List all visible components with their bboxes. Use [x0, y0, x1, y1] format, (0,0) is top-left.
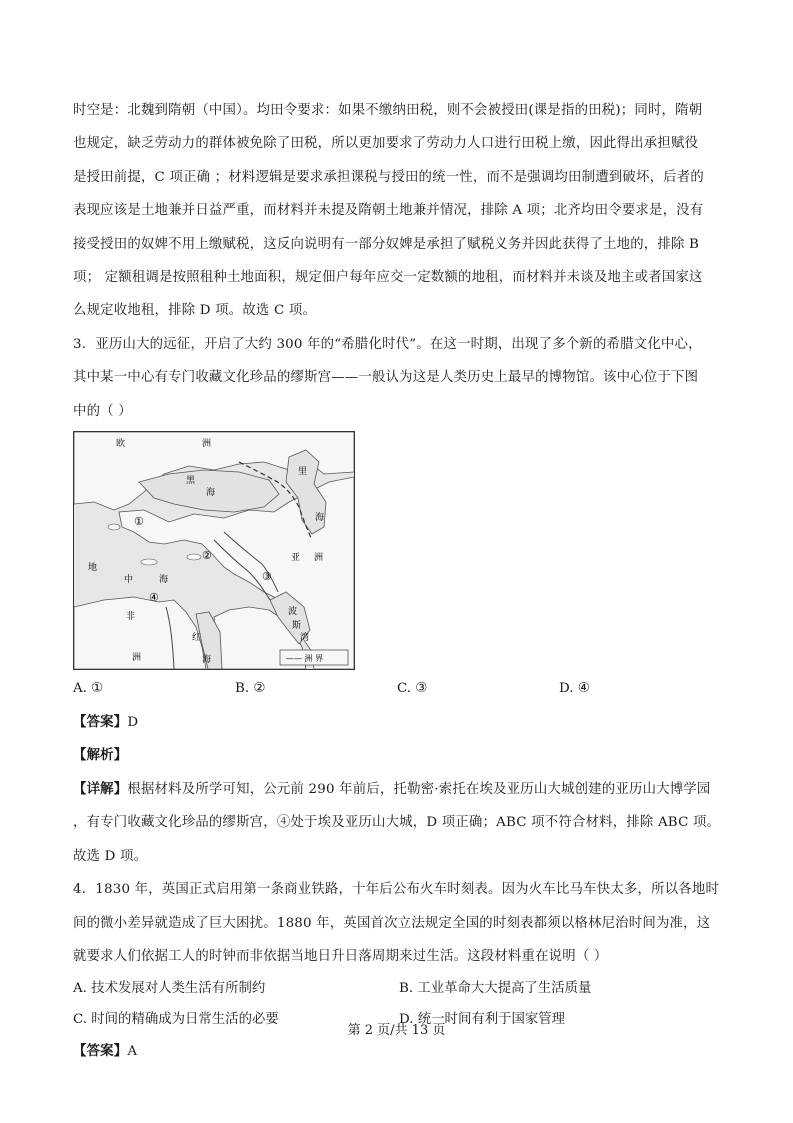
island-cyprus: [187, 554, 201, 560]
hellenistic-map: [73, 431, 355, 670]
map-marker-3: ③: [262, 570, 272, 584]
map-marker-2: ②: [202, 549, 212, 563]
map-label-fei: 非: [126, 612, 136, 623]
map-label-hei: 黑: [186, 476, 196, 487]
option-d: D. ④: [559, 681, 590, 697]
map-label-si: 斯: [292, 621, 302, 632]
analysis-label: 【解析】: [73, 747, 128, 764]
q3-detail-line: ，有专门收藏文化珍品的缪斯宫，④处于埃及亚历山大城，D 项正确；ABC 项不符合材料，排除 ABC 项。: [73, 815, 721, 831]
q3-options: [73, 672, 723, 706]
explanation-line: 是授田前提，C 项正确 ；材料逻辑是要求承担课税与授田的统一性，而不是强调均田制遭到破坏，后者的: [73, 169, 704, 185]
q4-answer: [73, 1035, 723, 1068]
explanation-line: 接受授田的奴婢不用上缴赋税，这反向说明有一部分奴婢是承担了赋税义务并因此获得了土地的，排除 B: [73, 236, 700, 252]
question-text-line: 4．1830 年，英国正式启用第一条商业铁路，十年后公布火车时刻表。因为火车比马车快太多，所以各地时: [73, 882, 720, 898]
map-label-hong: 红: [192, 633, 202, 644]
explanation-line: 项； 定额租调是按照租种土地面积，规定佃户每年应交一定数额的地租，而材料并未谈及地主或者国家这: [73, 270, 703, 286]
map-label-hai-red: 海: [202, 655, 212, 666]
answer-label: 【答案】: [73, 714, 128, 731]
map-marker-4: ④: [149, 591, 159, 605]
q3-detail-line: [73, 773, 723, 806]
island-crete: [141, 559, 157, 565]
map-label-zhou-top: 洲: [202, 439, 212, 450]
question-text-line: 其中某一中心有专门收藏文化珍品的缪斯宫——一般认为这是人类历史上最早的博物馆。该中心位于下图: [73, 370, 699, 386]
map-label-li: 里: [298, 467, 308, 478]
q3-detail-line: 故选 D 项。: [73, 848, 148, 864]
map-label-bo: 波: [288, 607, 298, 618]
option-b: B. ②: [235, 681, 266, 697]
explanation-line: 表现应该是土地兼并日益严重，而材料并未提及隋朝土地兼并情况，排除 A 项；北齐均田令要求是，没有: [73, 203, 704, 219]
map-label-zhong: 中: [124, 575, 134, 586]
option-b: B. 工业革命大大提高了生活质量: [399, 981, 592, 997]
answer-value: A: [127, 1044, 138, 1060]
q4-options-row1: [73, 973, 723, 1004]
question-3: [73, 328, 723, 873]
question-text-line: 中的（ ）: [73, 403, 132, 419]
explanation-line: 时空是：北魏到隋朝（中国）。均田令要求：如果不缴纳田税，则不会被授田(课是指的田税)；同时，隋朝: [73, 103, 703, 118]
option-c: C. 时间的精确成为日常生活的必要: [73, 1012, 279, 1028]
explanation-line: 么规定收地租，排除 D 项。故选 C 项。: [73, 303, 317, 319]
map-marker-1: ①: [134, 515, 144, 529]
map-label-ya: 亚: [291, 553, 301, 564]
map-label-wan: 湾: [300, 633, 310, 644]
option-c: C. ③: [397, 681, 428, 697]
map-svg: [74, 432, 354, 669]
map-label-zhou-asia: 洲: [314, 553, 324, 564]
detail-text: 根据材料及所学可知，公元前 290 年前后，托勒密·索托在埃及亚历山大城创建的亚历山大博学园: [127, 781, 711, 797]
map-label-di: 地: [88, 563, 98, 574]
map-label-zhou-africa: 洲: [132, 653, 142, 664]
page-content: [73, 94, 723, 1069]
q3-answer: [73, 706, 723, 739]
option-a: A. 技术发展对人类生活有所制约: [73, 981, 266, 997]
question-text-line: 就要求人们依据工人的时钟而非依据当地日升日落周期来过生活。这段材料重在说明（ ）: [73, 948, 608, 964]
explanation-line: 也规定，缺乏劳动力的群体被免除了田税，所以更加要求了劳动力人口进行田税上缴，因此得出承担赋役: [73, 136, 699, 152]
detail-label: 【详解】: [73, 780, 128, 797]
answer-value: D: [127, 715, 139, 731]
question-text-line: 间的微小差异就造成了巨大困扰。1880 年，英国首次立法规定全国的时刻表都须以格林尼治时间为准，这: [73, 915, 711, 931]
map-label-hai-med: 海: [159, 575, 169, 586]
option-a: A. ①: [73, 681, 104, 697]
q3-analysis-heading: [73, 739, 723, 772]
previous-explanation: [73, 94, 723, 328]
map-label-ou: 欧: [116, 439, 126, 450]
map-label-hai-black: 海: [206, 488, 216, 499]
map-label-hai-caspian: 海: [315, 513, 325, 524]
island: [108, 524, 120, 530]
answer-label: 【答案】: [73, 1043, 128, 1060]
option-d: D. 统一时间有利于国家管理: [399, 1012, 566, 1028]
page-footer: 第 2 页/共 13 页: [347, 1023, 446, 1038]
question-text-line: 3．亚历山大的远征，开启了大约 300 年的“希腊化时代”。在这一时期，出现了多个新的希腊文化中心，: [73, 336, 702, 352]
map-legend-text: —— 洲 界: [286, 654, 324, 664]
